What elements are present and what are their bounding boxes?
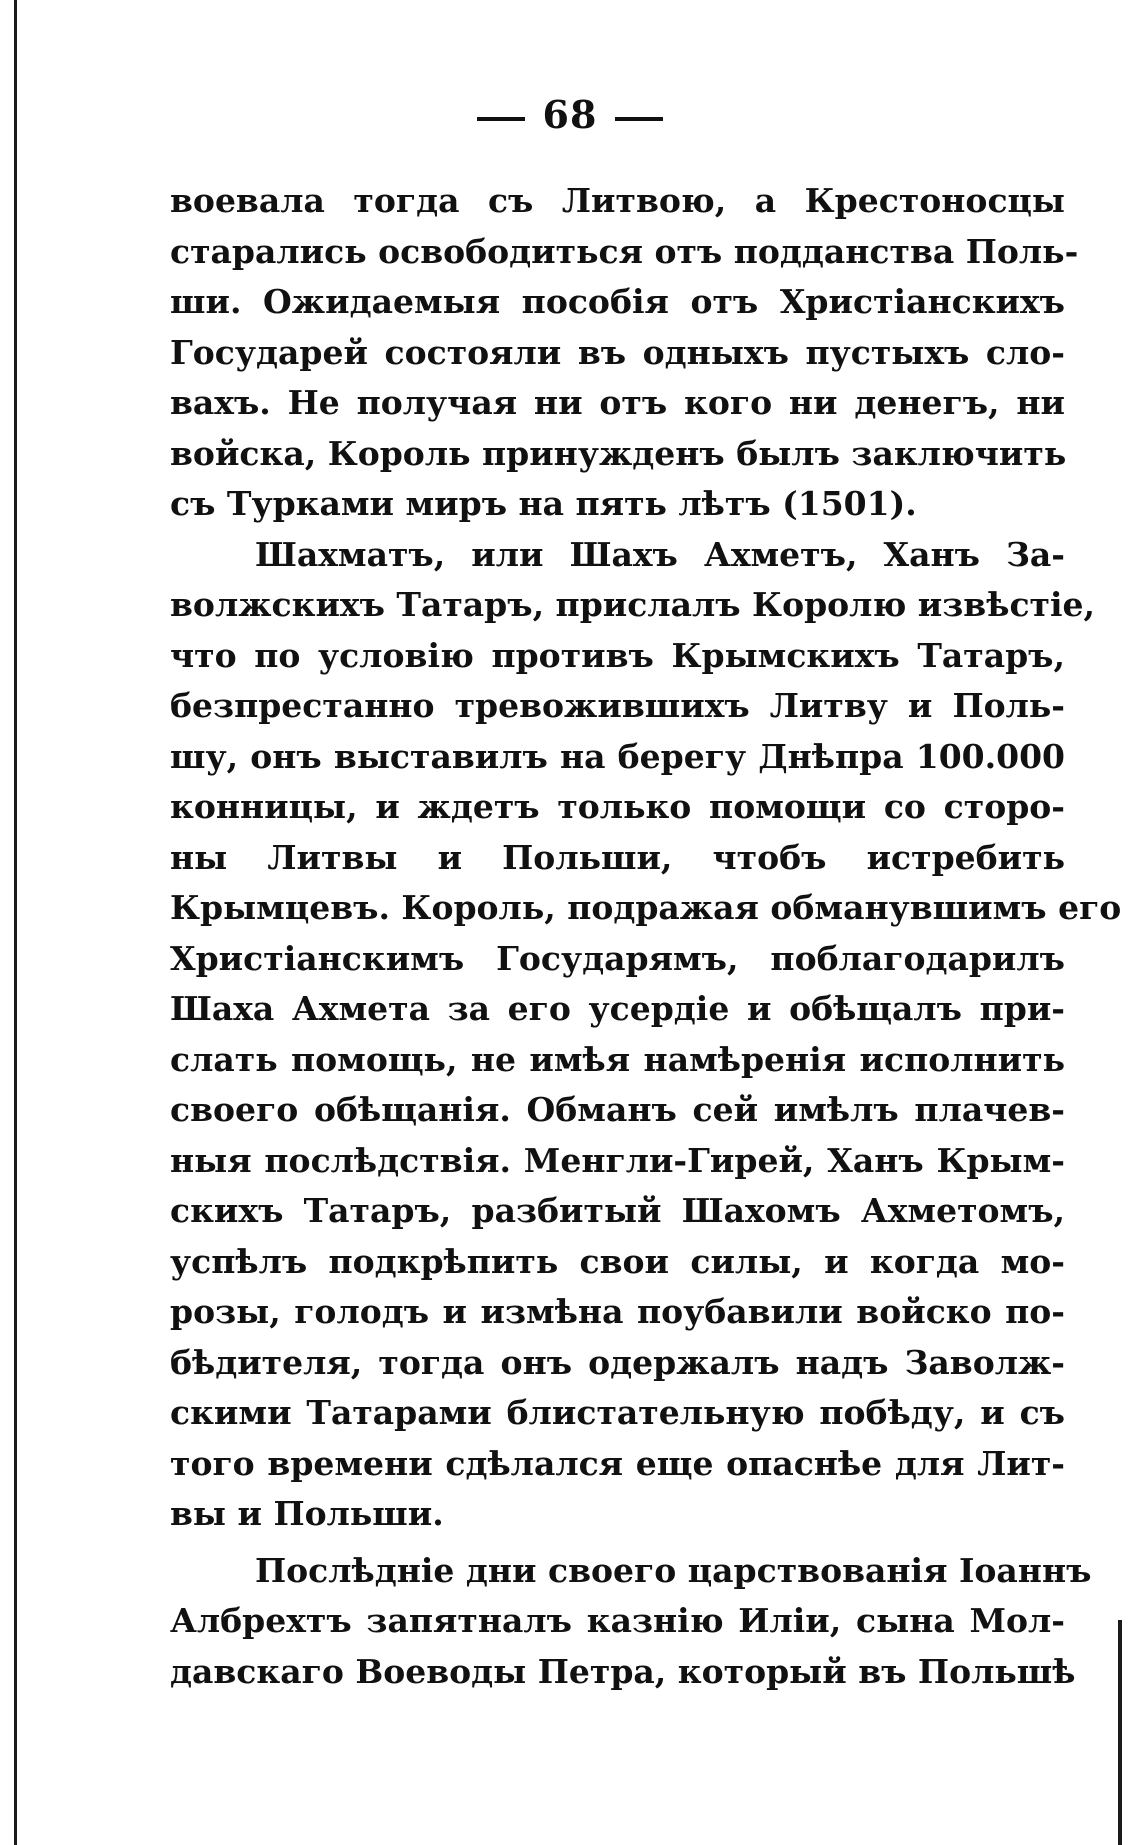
text-line: вахъ. Не получая ни отъ кого ни денегъ, ни — [170, 383, 1065, 422]
text-line: успѣлъ подкрѣпить свои силы, и когда мо- — [170, 1241, 1065, 1281]
text-line: старались освободиться отъ подданства Поль- — [170, 231, 1079, 271]
body-text — [170, 176, 1122, 1697]
text-line: скихъ Татаръ, разбитый Шахомъ Ахметомъ, — [170, 1191, 1065, 1230]
text-line: ши. Ожидаемыя пособія отъ Христіанскихъ — [170, 282, 1065, 321]
dash-right — [615, 117, 663, 121]
text-line: ныя послѣдствія. Менгли-Гирей, Ханъ Крым- — [170, 1140, 1065, 1180]
text-line: скими Татарами блистательную побѣду, и съ — [170, 1393, 1065, 1432]
text-line: своего обѣщанія. Обманъ сей имѣлъ плачев- — [170, 1090, 1065, 1129]
text-line: Шаха Ахмета за его усердіе и обѣщалъ при- — [170, 989, 1065, 1028]
text-line: безпрестанно тревожившихъ Литву и Поль- — [170, 686, 1065, 725]
text-line: Крымцевъ. Король, подражая обманувшимъ его — [170, 888, 1122, 927]
page-edge-right — [1118, 1620, 1122, 1845]
text-line: конницы, и ждетъ только помощи со сторо- — [170, 787, 1065, 826]
text-line: Государей состояли въ одныхъ пустыхъ сло- — [170, 332, 1065, 372]
paragraph-1 — [170, 176, 1079, 530]
text-line: волжскихъ Татаръ, прислалъ Королю извѣстіе, — [170, 585, 1095, 624]
text-line: войска, Король принужденъ былъ заключить — [170, 433, 1067, 473]
text-line: воевала тогда съ Литвою, а Крестоносцы — [170, 181, 1065, 220]
text-line: того времени сдѣлался еще опаснѣе для Лит- — [170, 1443, 1065, 1483]
text-line: бѣдителя, тогда онъ одержалъ надъ Заволж- — [170, 1342, 1065, 1382]
text-line: съ Турками миръ на пять лѣтъ (1501). — [170, 484, 917, 523]
text-line: слать помощь, не имѣя намѣренія исполнить — [170, 1039, 1065, 1079]
page-number-text: 68 — [542, 92, 598, 137]
text-line: Шахматъ, или Шахъ Ахметъ, Ханъ За- — [255, 534, 1065, 574]
paragraph-2 — [170, 530, 1122, 1540]
text-line: Послѣдніе дни своего царствованія Іоаннъ — [255, 1550, 1092, 1590]
text-line: давскаго Воеводы Петра, который въ Польшѣ — [170, 1651, 1076, 1691]
dash-left — [477, 117, 525, 121]
text-line: Христіанскимъ Государямъ, поблагодарилъ — [170, 938, 1065, 978]
text-line: вы и Польши. — [170, 1494, 444, 1533]
text-line: ны Литвы и Польши, чтобъ истребить — [170, 837, 1065, 877]
text-line: розы, голодъ и измѣна поубавили войско по- — [170, 1292, 1065, 1331]
text-line: Албрехтъ запятналъ казнію Иліи, сына Мол- — [170, 1601, 1065, 1640]
text-line: шу, онъ выставилъ на берегу Днѣпра 100.000 — [170, 736, 1065, 776]
text-line: что по условію противъ Крымскихъ Татаръ, — [170, 635, 1065, 675]
page-number — [0, 92, 1140, 137]
paragraph-3 — [170, 1546, 1092, 1698]
page-edge-left — [14, 0, 17, 1845]
